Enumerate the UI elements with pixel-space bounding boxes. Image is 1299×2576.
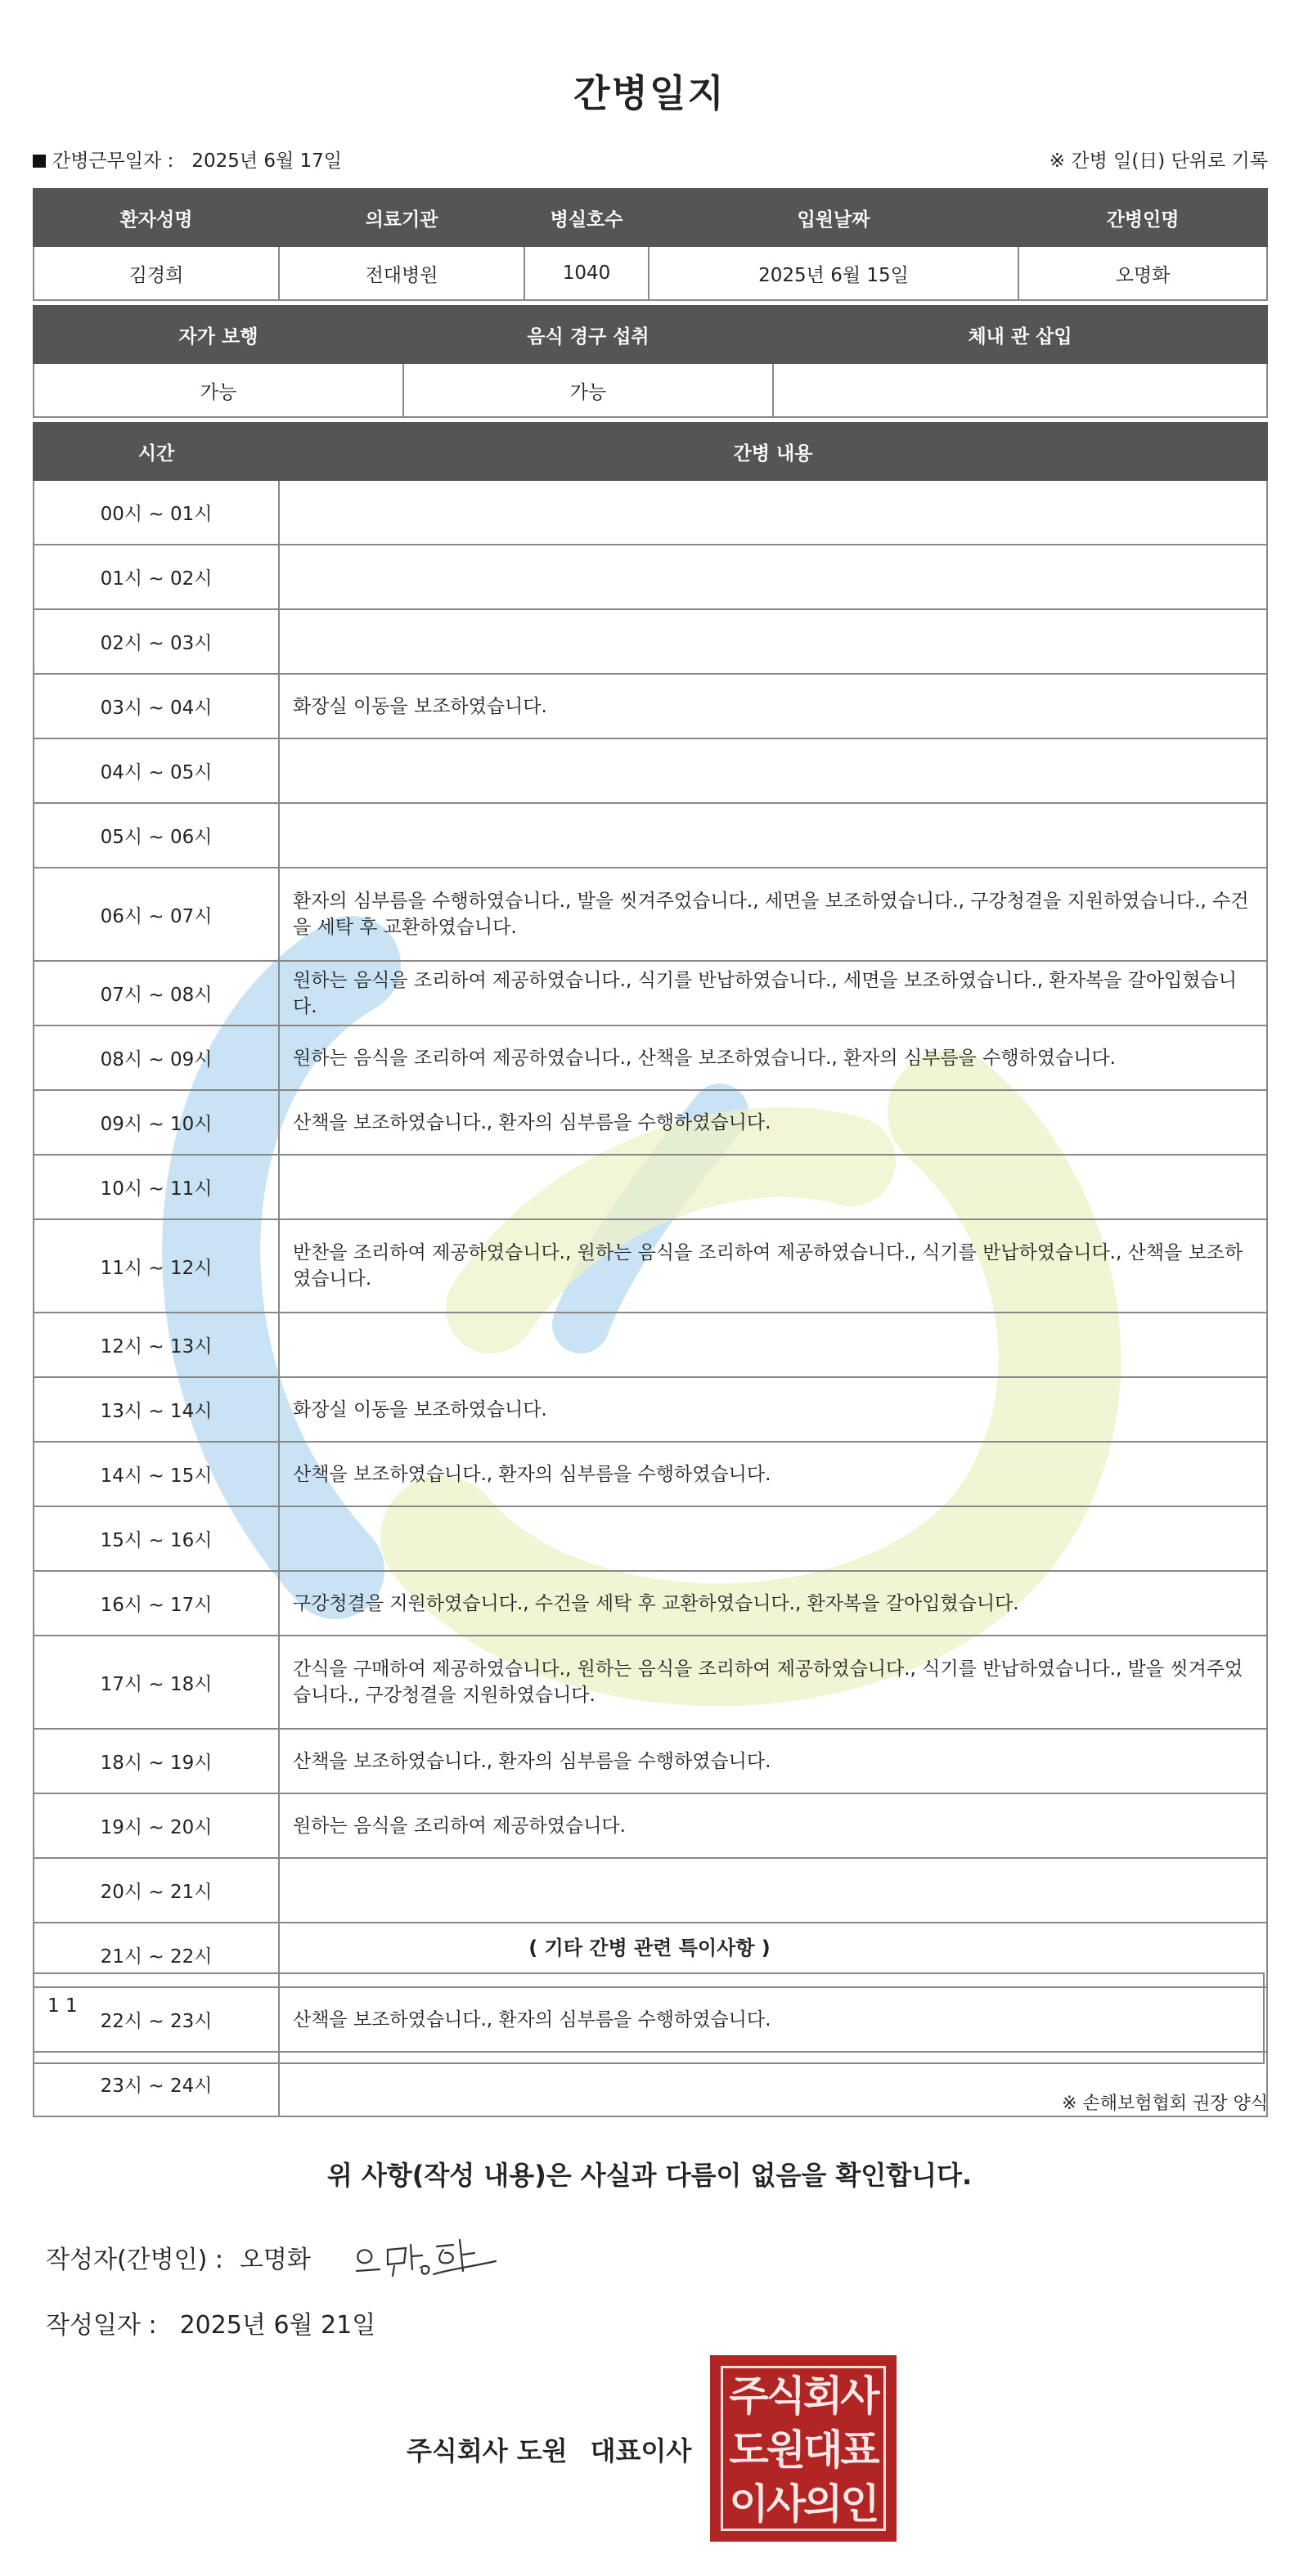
log-time: 06시 ~ 07시 xyxy=(34,868,279,961)
log-row xyxy=(34,1155,1267,1219)
log-time: 08시 ~ 09시 xyxy=(34,1025,279,1090)
log-note xyxy=(279,1155,1267,1219)
log-row xyxy=(34,674,1267,738)
log-time: 10시 ~ 11시 xyxy=(34,1155,279,1219)
log-row xyxy=(34,1506,1267,1571)
log-note: 화장실 이동을 보조하였습니다. xyxy=(279,674,1267,738)
form-note: ※ 손해보험협회 권장 양식 xyxy=(1062,2094,1268,2114)
log-time: 02시 ~ 03시 xyxy=(34,609,279,674)
writer-line xyxy=(46,2239,327,2275)
work-date xyxy=(33,146,342,173)
log-note xyxy=(279,738,1267,803)
log-time: 20시 ~ 21시 xyxy=(34,1858,279,1923)
log-time: 13시 ~ 14시 xyxy=(34,1377,279,1442)
room-number: 1040 xyxy=(524,246,649,300)
log-time: 00시 ~ 01시 xyxy=(34,480,279,545)
log-row xyxy=(34,480,1267,545)
log-note xyxy=(279,1506,1267,1571)
log-note: 반찬을 조리하여 제공하였습니다., 원하는 음식을 조리하여 제공하였습니다., 식기를 반납하였습니다., 산책을 보조하였습니다. xyxy=(279,1219,1267,1313)
log-note: 화장실 이동을 보조하였습니다. xyxy=(279,1377,1267,1442)
log-note: 환자의 심부름을 수행하였습니다., 발을 씻겨주었습니다., 세면을 보조하였습니다., 구강청결을 지원하였습니다., 수건을 세탁 후 교환하였습니다. xyxy=(279,868,1267,961)
log-time: 07시 ~ 08시 xyxy=(34,961,279,1025)
work-date-value: 2025년 6월 17일 xyxy=(191,150,343,172)
log-row xyxy=(34,1571,1267,1636)
log-time: 14시 ~ 15시 xyxy=(34,1442,279,1506)
self-walking-value: 가능 xyxy=(34,363,403,417)
bullet-square-icon xyxy=(33,155,46,168)
header-hospital: 의료기관 xyxy=(279,189,524,246)
log-row xyxy=(34,1090,1267,1155)
header-care-content: 간병 내용 xyxy=(279,423,1267,480)
log-note xyxy=(279,480,1267,545)
header-tube-insertion: 체내 관 삽입 xyxy=(773,306,1267,363)
seal-line: 이사의인 xyxy=(729,2480,878,2528)
company-name: 주식회사 도원 xyxy=(407,2435,568,2466)
log-row xyxy=(34,1793,1267,1858)
header-self-walking: 자가 보행 xyxy=(34,306,403,363)
oral-intake-value: 가능 xyxy=(403,363,773,417)
writer-name: 오명화 xyxy=(239,2246,311,2274)
hospital-name: 전대병원 xyxy=(279,246,524,300)
header-time: 시간 xyxy=(34,423,279,480)
log-time: 11시 ~ 12시 xyxy=(34,1219,279,1313)
log-note xyxy=(279,1858,1267,1923)
log-time: 23시 ~ 24시 xyxy=(34,2052,279,2116)
writer-label: 작성자(간병인) : xyxy=(46,2246,223,2274)
written-date-value: 2025년 6월 21일 xyxy=(179,2311,376,2340)
log-note: 산책을 보조하였습니다., 환자의 심부름을 수행하였습니다. xyxy=(279,1729,1267,1793)
log-row xyxy=(34,1636,1267,1729)
log-time: 12시 ~ 13시 xyxy=(34,1313,279,1377)
log-row xyxy=(34,1025,1267,1090)
log-row xyxy=(34,803,1267,868)
header-oral-intake: 음식 경구 섭취 xyxy=(403,306,773,363)
log-row xyxy=(34,1377,1267,1442)
company-line xyxy=(407,2430,714,2468)
remarks-title: ( 기타 간병 관련 특이사항 ) xyxy=(528,1936,771,1959)
header-admission-date: 입원날짜 xyxy=(649,189,1018,246)
log-note: 산책을 보조하였습니다., 환자의 심부름을 수행하였습니다. xyxy=(279,1987,1267,2052)
log-row xyxy=(34,609,1267,674)
log-row xyxy=(34,1219,1267,1313)
remarks-box: 1 1 xyxy=(33,1972,1265,2064)
log-time: 03시 ~ 04시 xyxy=(34,674,279,738)
work-date-label: 간병근무일자 : xyxy=(52,150,174,172)
log-note: 원하는 음식을 조리하여 제공하였습니다., 식기를 반납하였습니다., 세면을 보조하였습니다., 환자복을 갈아입혔습니다. xyxy=(279,961,1267,1025)
log-time: 19시 ~ 20시 xyxy=(34,1793,279,1858)
log-note: 원하는 음식을 조리하여 제공하였습니다., 산책을 보조하였습니다., 환자의 심부름을 수행하였습니다. xyxy=(279,1025,1267,1090)
log-note: 구강청결을 지원하였습니다., 수건을 세탁 후 교환하였습니다., 환자복을 갈아입혔습니다. xyxy=(279,1571,1267,1636)
header-caregiver: 간병인명 xyxy=(1018,189,1267,246)
log-note: 간식을 구매하여 제공하였습니다., 원하는 음식을 조리하여 제공하였습니다., 식기를 반납하였습니다., 발을 씻겨주었습니다., 구강청결을 지원하였습니다. xyxy=(279,1636,1267,1729)
patient-name: 김경희 xyxy=(34,246,279,300)
written-date-line xyxy=(46,2304,398,2340)
log-note xyxy=(279,803,1267,868)
patient-info-table xyxy=(33,188,1268,301)
header-room: 병실호수 xyxy=(524,189,649,246)
seal-line: 주식회사 xyxy=(729,2372,878,2420)
log-row xyxy=(34,961,1267,1025)
document-title: 간병일지 xyxy=(573,71,726,115)
caregiver-name: 오명화 xyxy=(1018,246,1267,300)
log-time: 17시 ~ 18시 xyxy=(34,1636,279,1729)
care-log-table xyxy=(33,422,1268,2117)
log-row xyxy=(34,1858,1267,1923)
log-time: 05시 ~ 06시 xyxy=(34,803,279,868)
log-note: 산책을 보조하였습니다., 환자의 심부름을 수행하였습니다. xyxy=(279,1090,1267,1155)
written-date-label: 작성일자 : xyxy=(46,2311,157,2340)
log-time: 21시 ~ 22시 xyxy=(34,1923,279,1987)
log-time: 01시 ~ 02시 xyxy=(34,545,279,609)
seal-line: 도원대표 xyxy=(729,2426,878,2474)
log-time: 04시 ~ 05시 xyxy=(34,738,279,803)
log-note: 원하는 음식을 조리하여 제공하였습니다. xyxy=(279,1793,1267,1858)
confirmation-statement: 위 사항(작성 내용)은 사실과 다름이 없음을 확인합니다. xyxy=(326,2160,973,2191)
tube-insertion-value xyxy=(773,363,1267,417)
log-time: 15시 ~ 16시 xyxy=(34,1506,279,1571)
log-row xyxy=(34,545,1267,609)
log-row xyxy=(34,1313,1267,1377)
log-row xyxy=(34,1729,1267,1793)
handwritten-signature xyxy=(352,2228,499,2286)
log-note xyxy=(279,609,1267,674)
unit-note: ※ 간병 일(日) 단위로 기록 xyxy=(1049,150,1268,172)
header-patient-name: 환자성명 xyxy=(34,189,279,246)
log-note xyxy=(279,1313,1267,1377)
log-row xyxy=(34,1442,1267,1506)
patient-status-table xyxy=(33,305,1268,418)
log-row xyxy=(34,738,1267,803)
log-note: 산책을 보조하였습니다., 환자의 심부름을 수행하였습니다. xyxy=(279,1442,1267,1506)
company-seal xyxy=(710,2355,897,2542)
log-time: 09시 ~ 10시 xyxy=(34,1090,279,1155)
log-time: 16시 ~ 17시 xyxy=(34,1571,279,1636)
company-title: 대표이사 xyxy=(590,2435,692,2466)
admission-date: 2025년 6월 15일 xyxy=(649,246,1018,300)
log-time: 22시 ~ 23시 xyxy=(34,1987,279,2052)
log-note xyxy=(279,545,1267,609)
log-row xyxy=(34,868,1267,961)
log-time: 18시 ~ 19시 xyxy=(34,1729,279,1793)
